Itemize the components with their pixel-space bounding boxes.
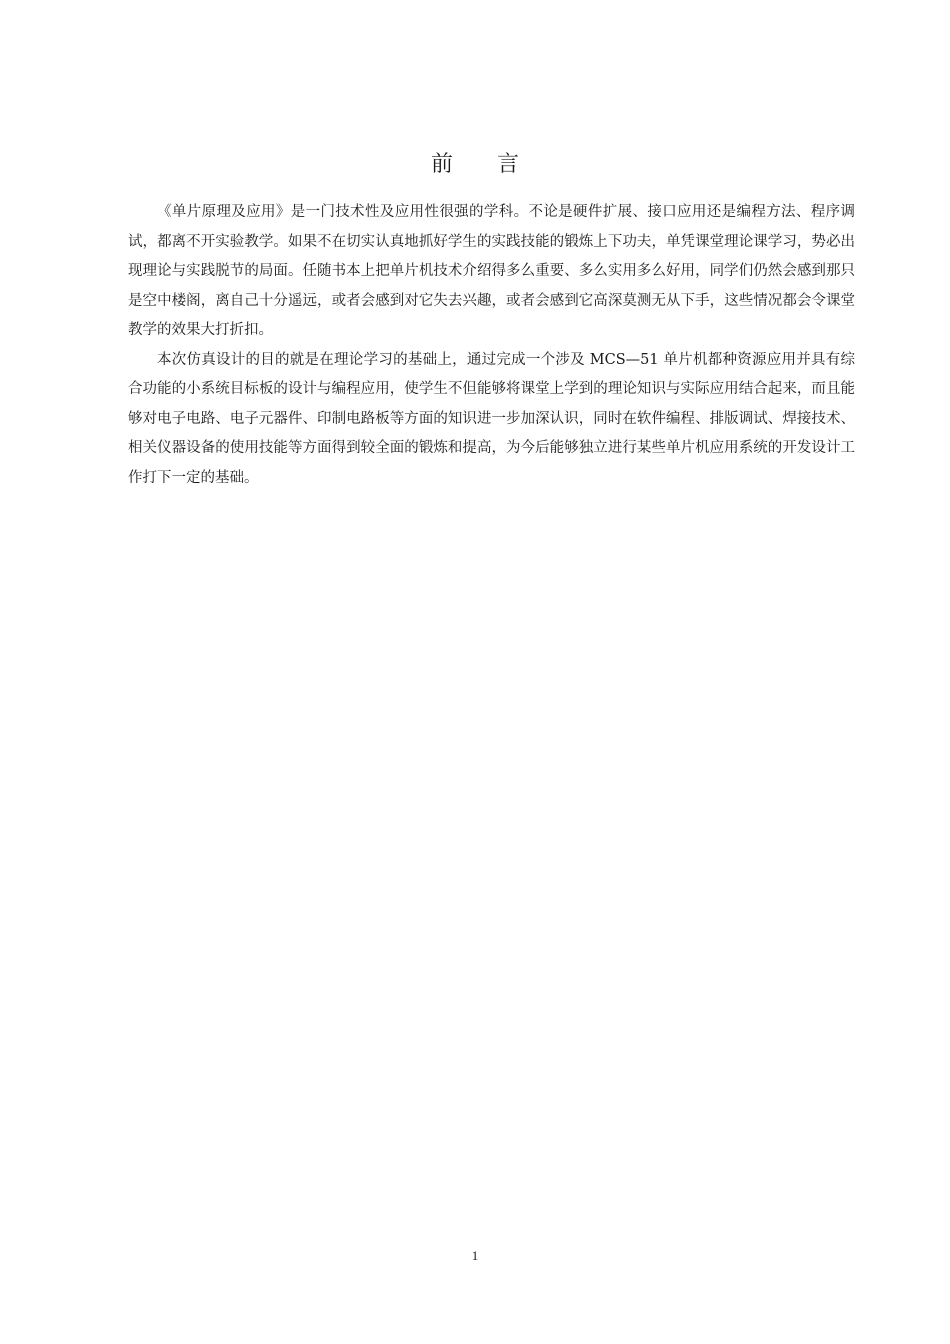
paragraph-2: 本次仿真设计的目的就是在理论学习的基础上，通过完成一个涉及 MCS—51 单片机都种资源应用并具有综合功能的小系统目标板的设计与编程应用，使学生不但能够将课堂上学到的理论知识与实际应用结合起来，而且能够对电子电路、电子元器件、印制电路板等方面的知识进一步加深认识，同时在软件编程、排版调试、焊接技术、相关仪器设备的使用技能等方面得到较全面的锻炼和提高，为今后能够独立进行某些单片机应用系统的开发设计工作打下一定的基础。	[128, 351, 855, 486]
paragraph-1: 《单片原理及应用》是一门技术性及应用性很强的学科。不论是硬件扩展、接口应用还是编程方法、程序调试，都离不开实验教学。如果不在切实认真地抓好学生的实践技能的锻炼上下功夫，单凭课堂理论课学习，势必出现理论与实践脱节的局面。任随书本上把单片机技术介绍得多么重要、多么实用多么好用，同学们仍然会感到那只是空中楼阁，离自己十分遥远，或者会感到对它失去兴趣，或者会感到它高深莫测无从下手，这些情况都会令课堂教学的效果大打折扣。	[128, 204, 855, 338]
body-text	[128, 198, 855, 493]
page-title: 前言	[430, 152, 563, 177]
page-number: 1	[471, 1248, 479, 1263]
